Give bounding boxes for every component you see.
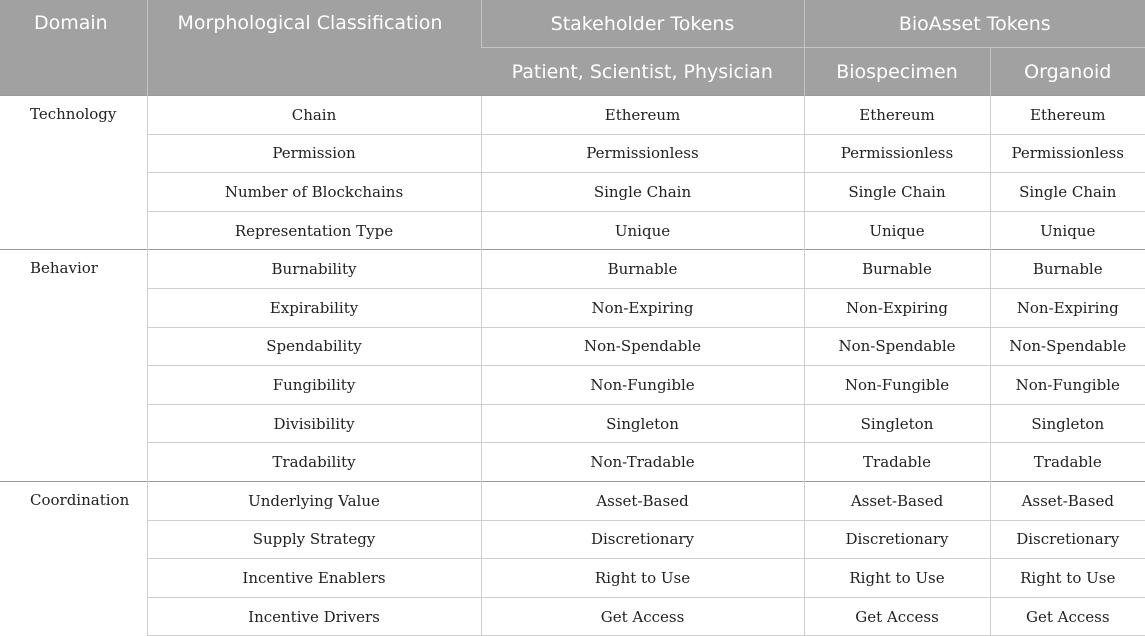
table-row (0, 250, 1145, 289)
biospecimen-cell: Ethereum (804, 96, 990, 135)
stakeholder-cell: Right to Use (481, 559, 804, 598)
biospecimen-cell: Tradable (804, 443, 990, 482)
table-row (0, 288, 1145, 327)
organoid-cell: Asset-Based (990, 481, 1145, 520)
organoid-cell: Unique (990, 211, 1145, 250)
stakeholder-cell: Permissionless (481, 134, 804, 173)
organoid-cell: Single Chain (990, 173, 1145, 212)
morphological-cell: Incentive Drivers (147, 597, 481, 636)
table-body (0, 96, 1145, 636)
biospecimen-cell: Permissionless (804, 134, 990, 173)
header-organoid: Organoid (990, 48, 1145, 96)
table-row (0, 327, 1145, 366)
morphological-cell: Incentive Enablers (147, 559, 481, 598)
morphological-cell: Fungibility (147, 366, 481, 405)
morphological-cell: Burnability (147, 250, 481, 289)
biospecimen-cell: Non-Spendable (804, 327, 990, 366)
biospecimen-cell: Non-Fungible (804, 366, 990, 405)
stakeholder-cell: Ethereum (481, 96, 804, 135)
stakeholder-cell: Discretionary (481, 520, 804, 559)
morphological-cell: Chain (147, 96, 481, 135)
stakeholder-cell: Burnable (481, 250, 804, 289)
organoid-cell: Non-Fungible (990, 366, 1145, 405)
table-row (0, 211, 1145, 250)
morphological-cell: Supply Strategy (147, 520, 481, 559)
table-header (0, 0, 1145, 96)
table-row (0, 96, 1145, 135)
stakeholder-cell: Non-Spendable (481, 327, 804, 366)
domain-cell: Coordination (0, 481, 147, 635)
stakeholder-cell: Single Chain (481, 173, 804, 212)
header-biospecimen: Biospecimen (804, 48, 990, 96)
biospecimen-cell: Single Chain (804, 173, 990, 212)
stakeholder-cell: Unique (481, 211, 804, 250)
organoid-cell: Burnable (990, 250, 1145, 289)
domain-cell: Behavior (0, 250, 147, 482)
header-stakeholder-tokens: Stakeholder Tokens (481, 0, 804, 48)
biospecimen-cell: Unique (804, 211, 990, 250)
biospecimen-cell: Discretionary (804, 520, 990, 559)
biospecimen-cell: Singleton (804, 404, 990, 443)
stakeholder-cell: Non-Tradable (481, 443, 804, 482)
morphological-cell: Divisibility (147, 404, 481, 443)
morphological-cell: Permission (147, 134, 481, 173)
biospecimen-cell: Asset-Based (804, 481, 990, 520)
organoid-cell: Non-Spendable (990, 327, 1145, 366)
morphological-cell: Number of Blockchains (147, 173, 481, 212)
organoid-cell: Right to Use (990, 559, 1145, 598)
stakeholder-cell: Get Access (481, 597, 804, 636)
domain-cell: Technology (0, 96, 147, 250)
header-domain: Domain (0, 0, 147, 96)
table-row (0, 173, 1145, 212)
stakeholder-cell: Asset-Based (481, 481, 804, 520)
stakeholder-cell: Non-Expiring (481, 288, 804, 327)
morphological-cell: Expirability (147, 288, 481, 327)
morphological-cell: Tradability (147, 443, 481, 482)
biospecimen-cell: Burnable (804, 250, 990, 289)
table-row (0, 559, 1145, 598)
morphological-cell: Spendability (147, 327, 481, 366)
organoid-cell: Tradable (990, 443, 1145, 482)
biospecimen-cell: Non-Expiring (804, 288, 990, 327)
organoid-cell: Ethereum (990, 96, 1145, 135)
organoid-cell: Permissionless (990, 134, 1145, 173)
stakeholder-cell: Non-Fungible (481, 366, 804, 405)
biospecimen-cell: Get Access (804, 597, 990, 636)
table-row (0, 134, 1145, 173)
biospecimen-cell: Right to Use (804, 559, 990, 598)
header-bioasset-tokens: BioAsset Tokens (804, 0, 1145, 48)
table-row (0, 404, 1145, 443)
morphological-cell: Representation Type (147, 211, 481, 250)
header-stakeholder-subtitle: Patient, Scientist, Physician (481, 48, 804, 96)
table-row (0, 481, 1145, 520)
table-row (0, 597, 1145, 636)
table-row (0, 520, 1145, 559)
organoid-cell: Non-Expiring (990, 288, 1145, 327)
table-row (0, 366, 1145, 405)
stakeholder-cell: Singleton (481, 404, 804, 443)
header-morphological-classification: Morphological Classification (147, 0, 481, 96)
organoid-cell: Get Access (990, 597, 1145, 636)
organoid-cell: Singleton (990, 404, 1145, 443)
morphological-cell: Underlying Value (147, 481, 481, 520)
organoid-cell: Discretionary (990, 520, 1145, 559)
table-row (0, 443, 1145, 482)
